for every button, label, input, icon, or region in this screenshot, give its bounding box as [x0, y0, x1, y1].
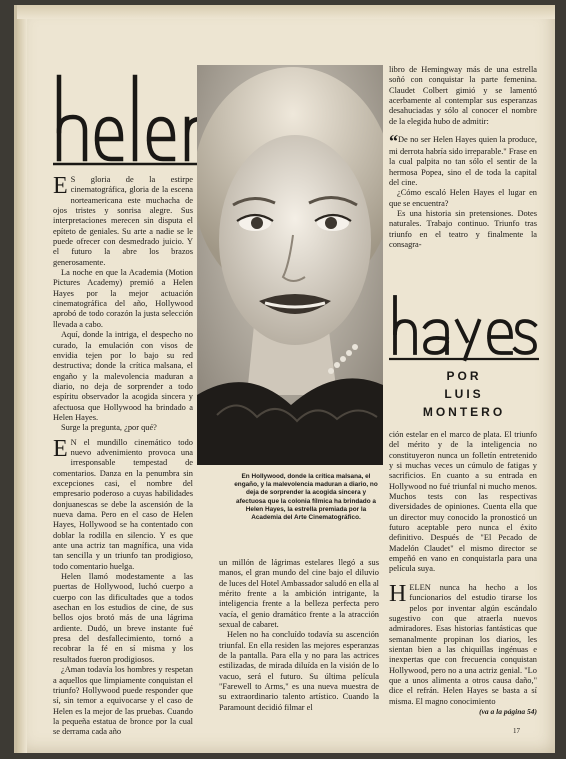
col3-paragraph: libro de Hemingway más de una estrella soñó con conquistar la parte femenina. Claudet Colbert gimió y se lamentó acerbamente al contemplar sus esperanzas desahuciadas y sólo al conocer el nombre de la elegida hubo de admitir:	[389, 65, 537, 126]
col1-paragraph: S gloria de la estirpe cinematográfica, gloria de la escena norteamericana este muchacha de ojos tristes y sonrisa alegre. Sus interpretaciones merecen sin disputa el epíteto de geniales. Su arte a nadie se le puede ofrecer con desmedrado juicio. Y el futuro la abre los brazos generosamente.	[53, 175, 193, 267]
page-top-edge	[17, 5, 555, 19]
col2-paragraph: un millón de lágrimas estelares llegó a sus manos, el gran mundo del cine bajo el diluvio de luces del Hotel Ambassador saludó en ella al mérito frente a la ambición intrigante, la inteligencia frente a la belleza perfecta pero vacía, el genio dramático frente a la atracción sexual de cabaret.	[219, 558, 380, 630]
col3-quote: De no ser Helen Hayes quien la produce, mi derrota habría sido irreparable." Frase en la cual palpita no tan sólo el sentir de la hermosa Popea, sino el de toda la capital del cine.	[389, 135, 537, 188]
col1-paragraph: Aquí, donde la intriga, el despecho no curado, la emulación con visos de envidia tejen por lo bajo su red destructiva; donde la crítica malsana, el engaño y la malevolencia maduran a diario, no deja de sorprender a todo espíritu observador la acogida sincera y afectuosa que Hollywood ha brindado a Helen Hayes.	[53, 330, 193, 422]
article-column-3-bottom	[389, 430, 537, 717]
drop-cap-e: E	[53, 173, 68, 199]
col2-paragraph: Helen no ha concluído todavía su ascención triunfal. En ella residen las mejores esperanzas de la pantalla. Para ella y no para las actrices estilizadas, de mirada diluída en la visión de lo vacuo, será el futuro. Su última película "Farewell to Arms," es una nueva muestra de su extraordinario talento artístico. Cuando la Paramount decidió filmar el	[219, 630, 379, 712]
col3-paragraph: ción estelar en el marco de plata. El triunfo del mérito y de la inteligencia no constituyeron nunca un folletín entretenido y si muchas veces un cúmulo de fatigas y sacrificios. En cuanto a su entrada en Hollywood no fué triunfal ni mucho menos. Muchos tests con las respectivas diversidades de opiniones. Cuenta ella que un director muy conocido la pronosticó un futuro aceptable pero nunca el éxito definitivo. Después de "El Pecado de Madelón Claudet" el mismo director se empeñó en vano en conquistarla para una película suya.	[389, 430, 537, 574]
col3-paragraph: ¿Cómo escaló Helen Hayes el lugar en que se encuentra?	[389, 188, 537, 208]
page-number: 17	[513, 727, 520, 735]
portrait-photo	[197, 65, 383, 465]
drop-cap-e: E	[53, 435, 68, 462]
col1-paragraph: N el mundillo cinemático todo nuevo advenimiento provoca una irresponsable tempestad de comentarios. Danza en la penumbra sin excepciones casi, el nombre del empresario poderoso a cuyas habilidades donjuanescas se debe la ascensión de la nueva dama. Pero en el caso de Helen Hayes, Hollywood se ha contentado con doblar la rodilla en silencio. Y es que ante una actriz tan magnífica, una vida tan sencilla y un triunfo tan prodigioso, todo comentario huelga.	[53, 437, 193, 571]
article-column-2	[219, 558, 379, 713]
byline-por: POR	[446, 369, 482, 383]
byline-last-name: MONTERO	[422, 405, 506, 419]
magazine-page	[14, 5, 555, 753]
byline-first-name: LUIS	[444, 387, 484, 401]
drop-cap-h: H	[389, 580, 407, 607]
col1-paragraph: Surge la pregunta, ¿por qué?	[61, 423, 157, 433]
col3-paragraph: ELEN nunca ha hecho a los funcionarios del estudio tirarse los pelos por inventar algún escándalo sugestivo con que atraerla nuevos admiradores. Esas historias fantásticas que semanalmente propinan los diarios, les sientan bien a las chiquillas ingénuas e inexpertas que con frecuencia conquistan Hollywood, pero no a una actriz genial. "Lo que a unos alimenta a otros causa daño," dice el refrán. Helen Hayes se basta a sí misma. El magno conocimiento	[389, 582, 537, 706]
quote-mark: “	[389, 131, 398, 152]
col1-paragraph: Helen llamó modestamente a las puertas de Hollywood, luchó cuerpo a cuerpo con las dificultades que a todos asechan en los estudios de cine, de sus bellos ojos brotó más de una lágrima ardiente. Dudó, un breve instante fué presa del desfallecimiento, tornó a recobrar la fé en sí misma y los resultados fueron prodigiosos.	[53, 572, 193, 664]
title-hayes-logo	[389, 293, 539, 363]
col1-paragraph: La noche en que la Academia (Motion Pictures Academy) premió a Helen Hayes por la mejor actuación cinematográfica del año, Hollywood aprobó de todo corazón la justa selección llevada a cabo.	[53, 268, 193, 329]
col1-paragraph: ¿Aman todavía los hombres y respetan a aquellos que limpiamente conquistan el triunfo? Hollywood puede responder que sí, sin temor a equivocarse y el caso de Helen es la mejor de las pruebas. Cuando la pequeña estatua de bronce por la cual se derrama cada año	[53, 665, 193, 737]
col3-paragraph: Es una historia sin pretensiones. Dotes naturales. Trabajo continuo. Triunfo tras triunfo en el teatro y finalmente la consagra-	[389, 209, 537, 250]
title-helen-logo	[53, 73, 221, 169]
byline	[389, 367, 539, 421]
continued-note: (va a la página 54)	[479, 706, 537, 716]
page-spine	[17, 5, 27, 753]
article-column-1	[53, 175, 193, 738]
photo-caption: En Hollywood, donde la crítica malsana, el engaño, y la malevolencia maduran a diario, no deja de sorprender la acogida sincera y afectuosa que la colonia fílmica ha brindado a Helen Hayes, la estrella premiada por la Academia del Arte Cinematográfico.	[234, 473, 378, 522]
article-column-3-top	[389, 65, 537, 251]
